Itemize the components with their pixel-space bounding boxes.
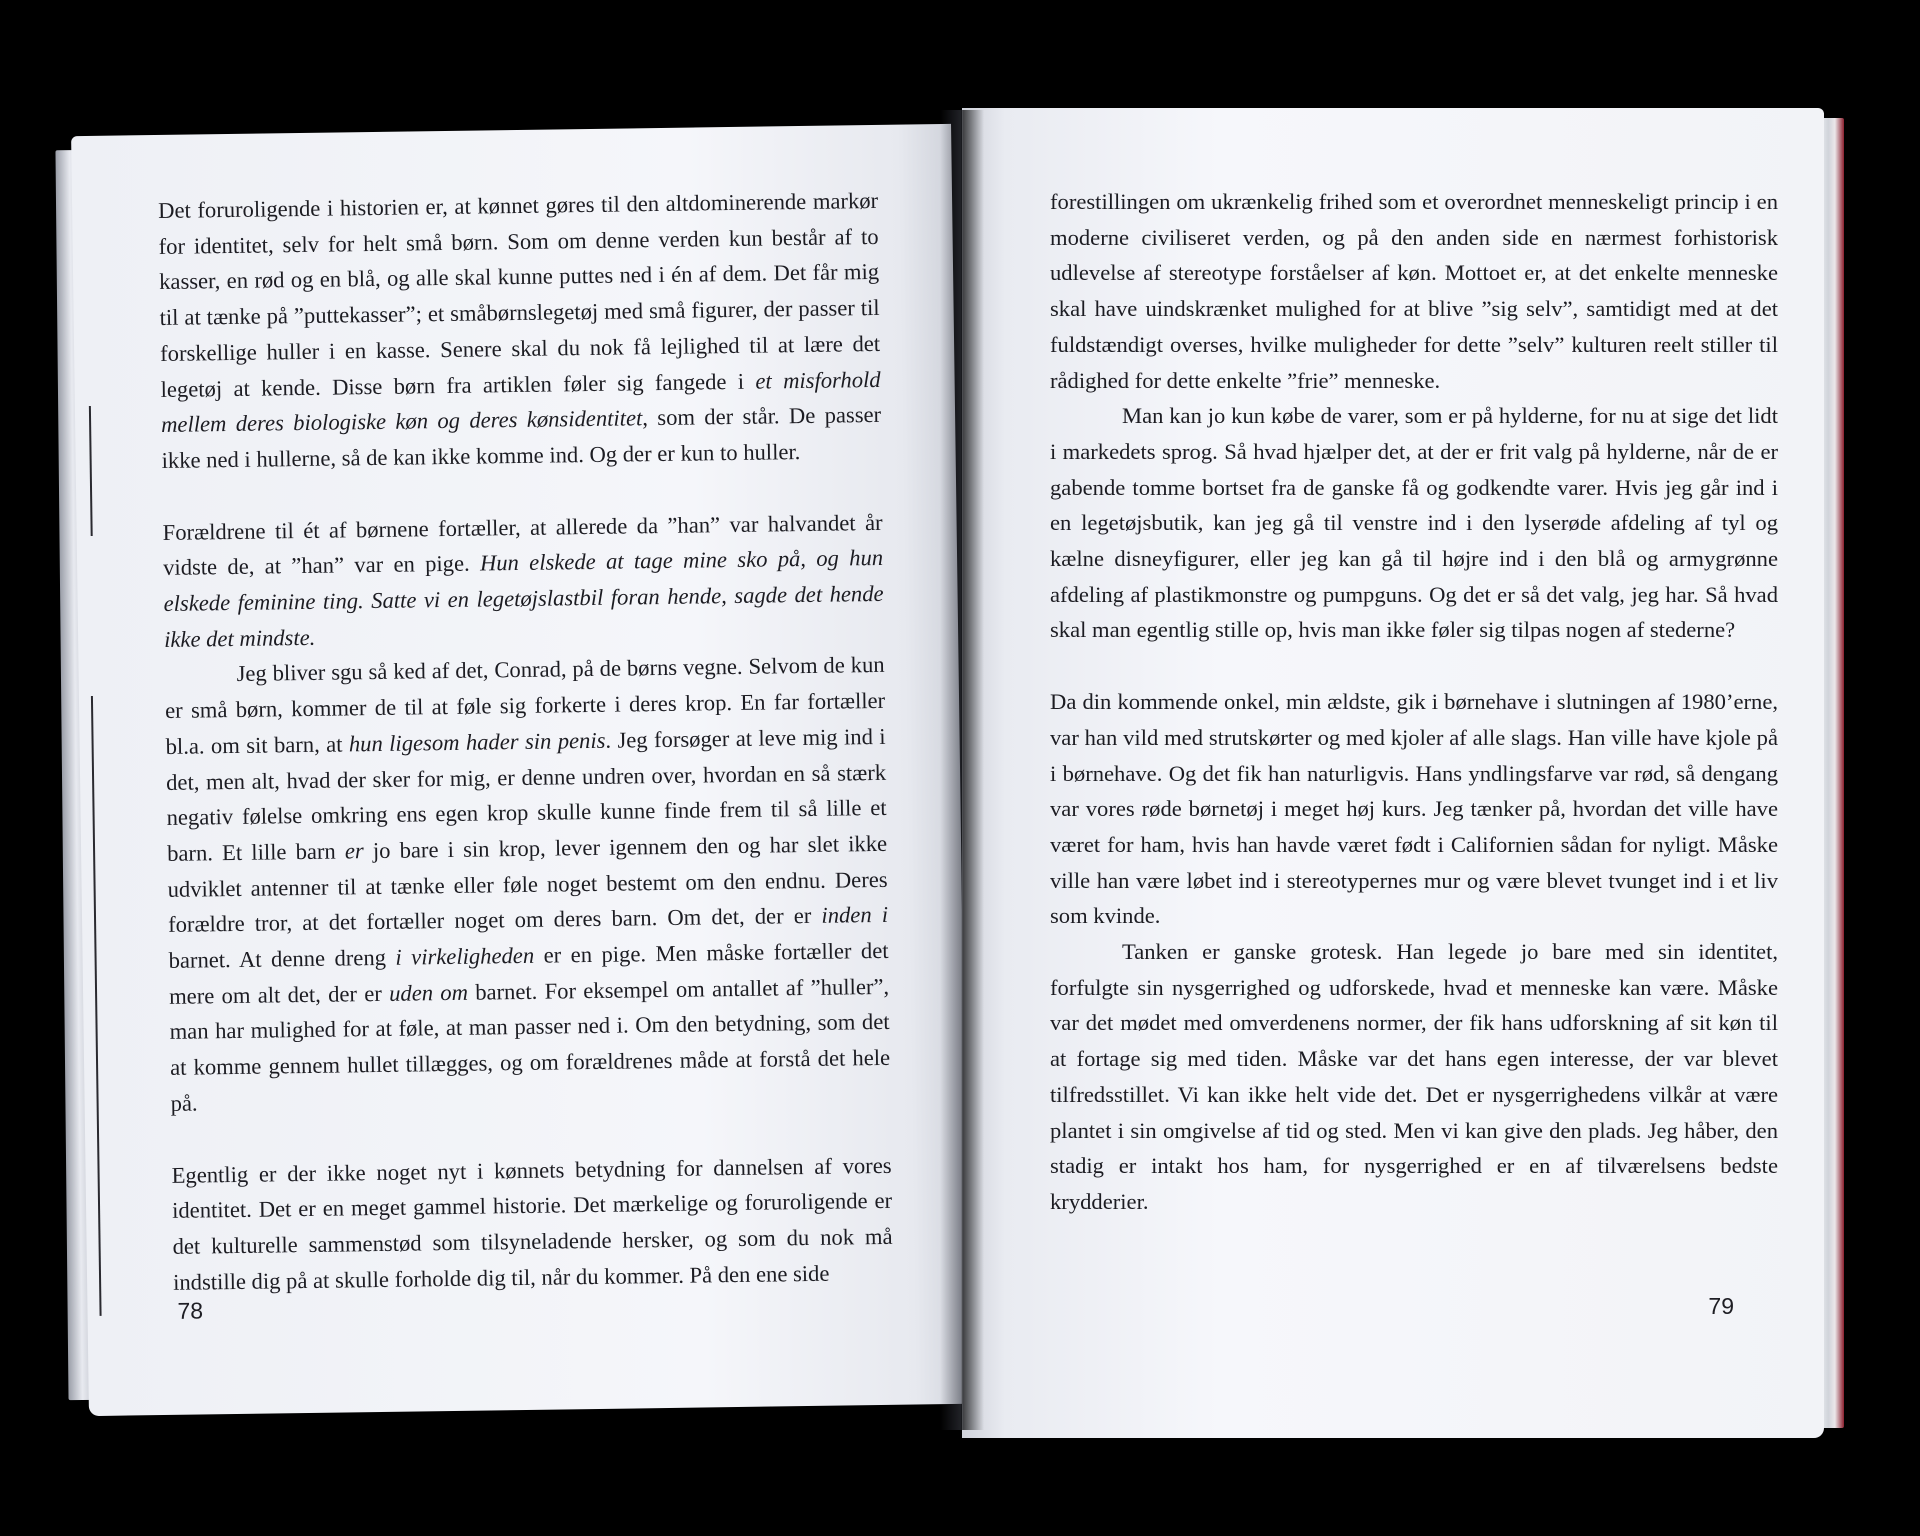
italic-run: hun ligesom hader sin penis xyxy=(348,727,606,757)
paragraph xyxy=(1050,398,1778,648)
paragraph xyxy=(171,1147,893,1300)
italic-run: i virkeligheden xyxy=(395,942,535,970)
text-run: forestillingen om ukrænkelig frihed som et overordnet menneskeligt princip i en moderne civiliseret verden, og på den anden side en nærmest forhistorisk udlevelse af stereotype forståelser af køn. Mottoet er, at det enkelte menneske skal have uindskrænket mulighed for at blive ”sig selv”, samtidigt med at det fuldstændigt overses, hvilke muligheder for dette ”selv” kulturen reelt stiller til rådighed for dette enkelte ”frie” menneske. xyxy=(1050,189,1778,393)
paragraph xyxy=(1050,684,1778,934)
paragraph xyxy=(162,505,884,658)
paragraph xyxy=(1050,934,1778,1220)
paragraph xyxy=(1050,184,1778,398)
text-run: barnet. At denne dreng xyxy=(168,944,396,973)
left-page xyxy=(71,124,969,1416)
text-run: Tanken er ganske grotesk. Han legede jo bare med sin identitet, forfulgte sin nysgerrighed og udforskede, hvad et menneske kan være. Måske var det mødet med omverdenens normer, der fik hans udforskning af sit køn til at fortage sig med tiden. Måske var det hans egen interesse, der var blevet tilfredsstillet. Vi kan ikke helt vide det. Det er nysgerrighedens vilkår at være plantet i sin omgivelse af tid og sted. Men vi kan give den plads. Jeg håber, den stadig er intakt hos ham, for nysgerrighed er en af tilværelsens bedste krydderier. xyxy=(1050,939,1778,1214)
page-number-right: 79 xyxy=(1708,1293,1734,1319)
page-number-left: 78 xyxy=(177,1297,204,1324)
left-page-text xyxy=(158,183,893,1300)
text-run: Man kan jo kun købe de varer, som er på hylderne, for nu at sige det lidt i markedets sprog. Så hvad hjælper det, at der er frit valg på hylderne, når de er gabende tomme bortset fra de ganske få og godkendte varer. Hvis jeg går ind i en legetøjsbutik, kan jeg gå til venstre ind i den lyserøde afdeling af tyl og kælne disneyfigurer, eller jeg kan gå til højre ind i den blå og armygrønne afdeling af plastikmonstre og pumpguns. Og det er så det valg, jeg har. Så hvad skal man egentlig stille op, hvis man ikke føler sig tilpas nogen af stederne? xyxy=(1050,403,1778,643)
text-run: Egentlig er der ikke noget nyt i kønnets betydning for dannelsen af vores identitet. Det er en meget gammel historie. Det mærkelige og foruroligende er det kulturelle sammenstød som tilsyneladende hersker, og som du nok må indstille dig på at skulle forholde dig til, når du kommer. På den ene side xyxy=(171,1152,893,1295)
italic-run: inden i xyxy=(821,902,889,929)
book-gutter xyxy=(940,110,984,1430)
text-run: , som der står. De passer ikke ned i hullerne, så de kan ikke komme ind. Og der er kun to huller. xyxy=(161,402,882,473)
text-run: Jeg bliver sgu så ked af det, Conrad, på de børns vegne. Selvom de kun er små børn, kommer de til at føle sig forkerte i deres krop. En far fortæller bl.a. om sit barn, at xyxy=(164,652,886,759)
text-run: er en pige. Men måske fortæller det mere om alt det, der er xyxy=(168,937,889,1009)
italic-run: er xyxy=(344,838,364,864)
left-margin-rule xyxy=(89,406,93,536)
paragraph xyxy=(158,183,882,479)
text-run: barnet. For eksempel om antallet af ”huller”, man har mulighed for at føle, at man passer ned i. Om den betydning, som det at komme gennem hullet tillægges, og om forældrenes måde at forstå det hele på. xyxy=(169,973,891,1116)
right-page-text xyxy=(1050,184,1778,1220)
text-run: Det foruroligende i historien er, at kønnet gøres til den altdominerende markør for identitet, selv for helt små børn. Som om denne verden kun består af to kasser, en rød og en blå, og alle skal kunne puttes ned i én af dem. Det får mig til at tænke på ”puttekasser”; et småbørnslegetøj med små figurer, der passer til forskellige huller i en kasse. Senere skal du nok få lejlighed til at lære det legetøj at kende. Disse børn fra artiklen føler sig fangede i xyxy=(157,187,881,402)
right-page xyxy=(962,108,1824,1438)
italic-run: et misforhold mellem deres biologiske køn og deres kønsidentitet xyxy=(160,366,881,438)
left-margin-rule xyxy=(91,696,102,1316)
text-run: jo bare i sin krop, lever igennem den og har slet ikke udviklet antenner til at tænke eller føle noget bestemt om den endnu. Deres forældre tror, at det fortæller noget om deres barn. Om det, der er xyxy=(167,830,888,938)
italic-run: Hun elskede at tage mine sko på, og hun elskede feminine ting. Satte vi en legetøjslastbil foran hende, sagde det hende ikke det mindste. xyxy=(163,545,884,652)
paragraph xyxy=(164,647,890,1121)
text-run: Da din kommende onkel, min ældste, gik i børnehave i slutningen af 1980’erne, var han vild med strutskørter og med kjoler af alle slags. Han ville have kjole på i børnehave. Og det fik han naturligvis. Hans yndlingsfarve var rød, så dengang var vores røde børnetøj i meget høj kurs. Jeg tænker på, hvordan det ville have været for ham, hvis han havde været født i Californien sådan for nyligt. Måske ville han være løbet ind i stereotypernes mur og være blevet tvunget ind i et liv som kvinde. xyxy=(1050,689,1778,929)
text-run: Forældrene til ét af børnene fortæller, at allerede da ”han” var halvandet år vidste de, at ”han” var en pige. xyxy=(162,509,883,581)
text-run: . Jeg forsøger at leve mig ind i det, men alt, hvad der sker for mig, er denne undren over, hvordan en så stærk negativ følelse omkring ens egen krop skulle kunne finde frem til så lille et barn. Et lille barn xyxy=(165,723,887,866)
italic-run: uden om xyxy=(388,979,469,1006)
